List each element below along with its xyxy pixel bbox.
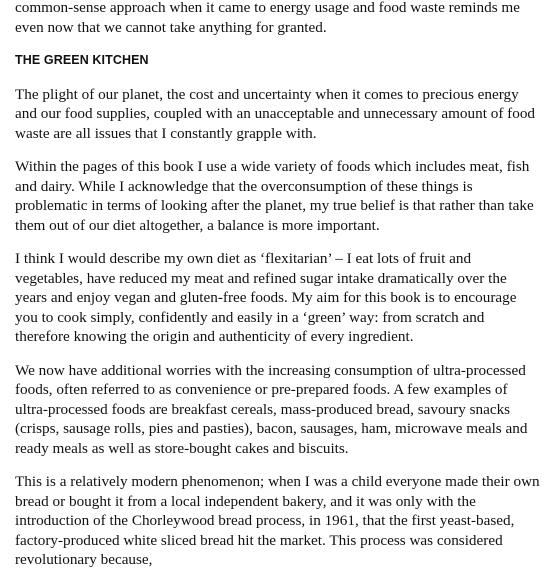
document-page bbox=[15, 0, 540, 584]
paragraph-ultra-processed: We now have additional worries with the increasing consumption of ultra-processed foods, often referred to as convenience or pre-prepared foods. A few examples of ultra-processed foods are breakfast cereals, mass-produced bread, savoury snacks (crisps, sausage rolls, pies and pasties), bacon, sausages, ham, microwave meals and ready meals as well as store-bought cakes and biscuits. bbox=[15, 361, 528, 457]
section-heading: THE GREEN KITCHEN bbox=[15, 53, 149, 67]
intro-fragment: common-sense approach when it came to energy usage and food waste reminds me even now that we cannot take anything for granted. bbox=[15, 0, 520, 36]
paragraph-foods: Within the pages of this book I use a wide variety of foods which includes meat, fish and dairy. While I acknowledge that the overconsumption of these things is problematic in terms of looking after the planet, my true belief is that rather than take them out of our diet altogether, a balance is more important. bbox=[15, 158, 534, 234]
paragraph-flexitarian: I think I would describe my own diet as ‘flexitarian’ – I eat lots of fruit and vegetables, have reduced my meat and refined sugar intake dramatically over the years and enjoy vegan and gluten-free foods. My aim for this book is to encourage you to cook simply, confidently and easily in a ‘green’ way: from scratch and therefore knowing the origin and authenticity of every ingredient. bbox=[15, 250, 517, 345]
paragraph-planet: The plight of our planet, the cost and uncertainty when it comes to precious energy and our food supplies, coupled with an unacceptable and unnecessary amount of food waste are all issues that I constantly grapple with. bbox=[15, 85, 536, 142]
paragraph-modern-phenomenon: This is a relatively modern phenomenon; when I was a child everyone made their own bread or bought it from a local independent bakery, and it was only with the introduction of the Chorleywood bread process, in 1961, that the first yeast-based, factory-produced white sliced bread hit the market. This process was considered revolutionary because, bbox=[15, 473, 540, 568]
